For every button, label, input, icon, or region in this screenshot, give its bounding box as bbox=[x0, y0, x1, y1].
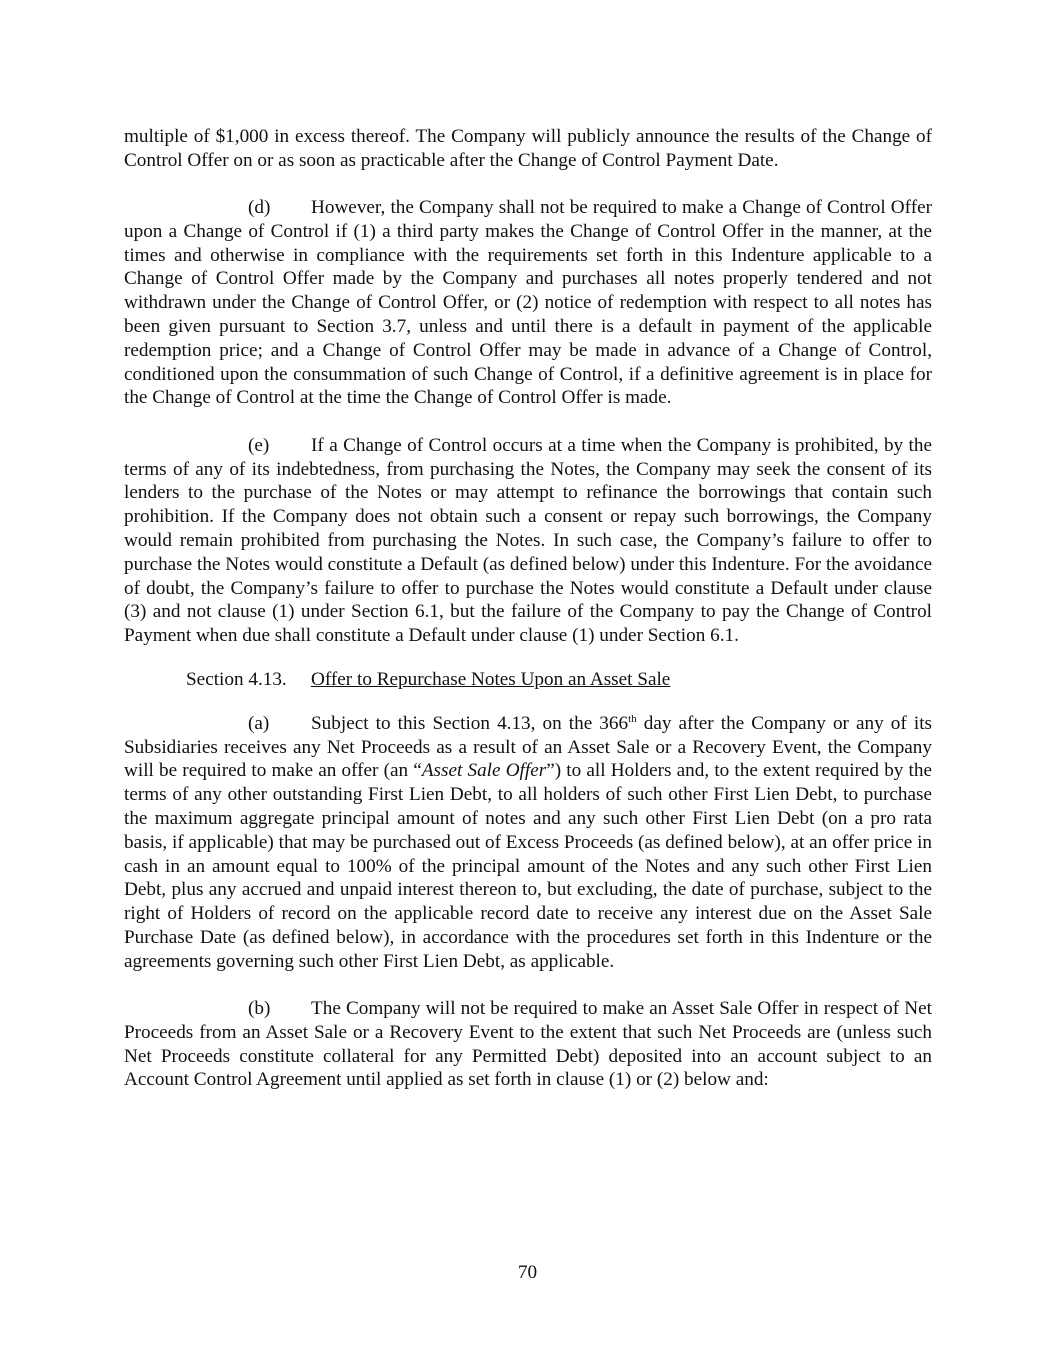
paragraph-e-text: If a Change of Control occurs at a time when the Company is prohibited, by the terms of any of its indebtedness, from purchasing the Notes, the Company may seek the consent of its lenders to the purchase of the Notes or may attempt to refinance the borrowings that contain such prohibition. If the Company does not obtain such a consent or repay such borrowings, the Company would remain prohibited from purchasing the Notes. In such case, the Company’s failure to offer to purchase the Notes would constitute a Default (as defined below) under this Indenture. For the avoidance of doubt, the Company’s failure to offer to purchase the Notes would constitute a Default under clause (3) and not clause (1) under Section 6.1, but the failure of the Company to pay the Change of Control Payment when due shall constitute a Default under clause (1) under Section 6.1. bbox=[124, 434, 932, 647]
defined-term-asset-sale-offer: Asset Sale Offer bbox=[421, 760, 547, 782]
paragraph-a-text-1: Subject to this Section 4.13, on the 366 bbox=[311, 712, 629, 734]
section-title: Offer to Repurchase Notes Upon an Asset Sale bbox=[311, 668, 671, 690]
section-heading bbox=[186, 668, 932, 692]
paragraph-label-a: (a) bbox=[248, 712, 270, 734]
ordinal-suffix: th bbox=[628, 712, 637, 725]
paragraph-e bbox=[124, 434, 932, 648]
paragraph-b bbox=[124, 997, 932, 1092]
paragraph-a bbox=[124, 712, 932, 974]
section-number: Section 4.13. bbox=[186, 668, 287, 690]
paragraph-a-text-2: day after the Company or any of its Subsidiaries receives any Net Proceeds as a result of an Asset Sale or a Recovery Event, the Company will be required to make an offer (an “ bbox=[124, 712, 932, 782]
paragraph-label-d: (d) bbox=[248, 197, 271, 219]
paragraph-label-b: (b) bbox=[248, 998, 271, 1019]
paragraph-continuation: multiple of $1,000 in excess thereof. The Company will publicly announce the results of the Change of Control Offer on or as soon as practicable after the Change of Control Payment Date. bbox=[124, 126, 932, 171]
document-page bbox=[124, 125, 932, 1092]
paragraph-d bbox=[124, 196, 932, 410]
paragraph-b-text: The Company will not be required to make an Asset Sale Offer in respect of Net Proceeds from an Asset Sale or a Recovery Event to the extent that such Net Proceeds are (unless such Net Proceeds constitute collateral for any Permitted Debt) deposited into an account subject to an Account Control Agreement until applied as set forth in clause (1) or (2) below and: bbox=[124, 998, 932, 1091]
paragraph-a-text-3: ”) to all Holders and, to the extent required by the terms of any other outstanding First Lien Debt, to all holders of such other First Lien Debt, to purchase the maximum aggregate principal amount of notes and any such other First Lien Debt (on a pro rata basis, if applicable) that may be purchased out of Excess Proceeds (as defined below), at an offer price in cash in an amount equal to 100% of the principal amount of the Notes and any such other First Lien Debt, plus any accrued and unpaid interest thereon to, but excluding, the date of purchase, subject to the right of Holders of record on the applicable record date to receive any interest due on the Asset Sale Purchase Date (as defined below), in accordance with the procedures set forth in this Indenture or the agreements governing such other First Lien Debt, as applicable. bbox=[124, 760, 932, 972]
page-number: 70 bbox=[517, 1262, 538, 1283]
paragraph-d-text: However, the Company shall not be required to make a Change of Control Offer upon a Change of Control if (1) a third party makes the Change of Control Offer in the manner, at the times and otherwise in compliance with the requirements set forth in this Indenture applicable to a Change of Control Offer made by the Company and purchases all notes properly tendered and not withdrawn under the Change of Control Offer, or (2) notice of redemption with respect to all notes has been given pursuant to Section 3.7, unless and until there is a default in payment of the applicable redemption price; and a Change of Control Offer may be made in advance of a Change of Control, conditioned upon the consummation of such Change of Control, if a definitive agreement is in place for the Change of Control at the time the Change of Control Offer is made. bbox=[124, 197, 932, 409]
paragraph-label-e: (e) bbox=[248, 434, 270, 456]
